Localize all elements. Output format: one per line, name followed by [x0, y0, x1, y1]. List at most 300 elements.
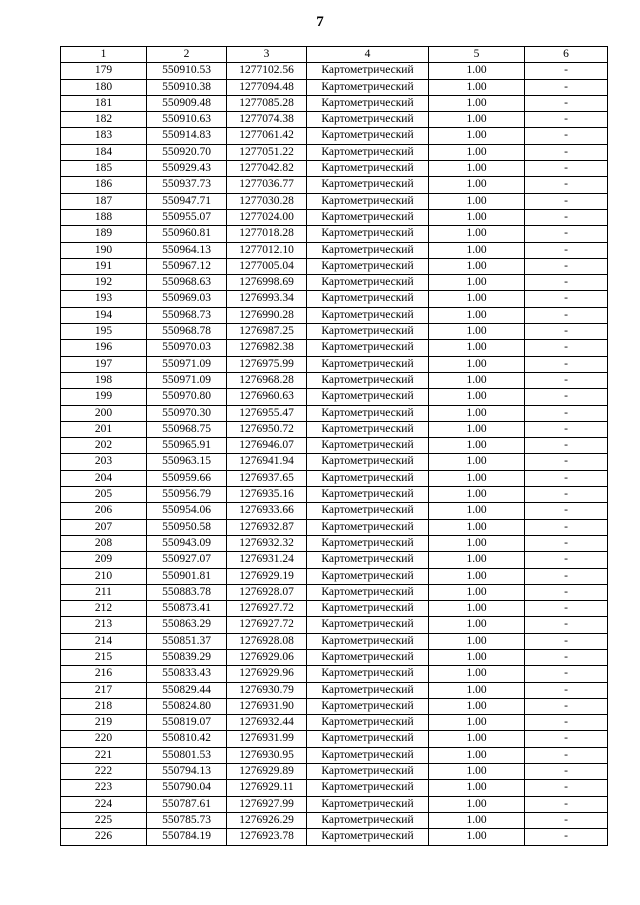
- note-cell: -: [525, 63, 608, 79]
- note-cell: -: [525, 568, 608, 584]
- y-coordinate-cell: 1277061.42: [227, 128, 307, 144]
- method-cell: Картометрический: [307, 291, 429, 307]
- note-cell: -: [525, 258, 608, 274]
- accuracy-cell: 1.00: [429, 666, 525, 682]
- note-cell: -: [525, 601, 608, 617]
- column-header-3: 3: [227, 47, 307, 63]
- note-cell: -: [525, 584, 608, 600]
- accuracy-cell: 1.00: [429, 780, 525, 796]
- y-coordinate-cell: 1276931.90: [227, 698, 307, 714]
- point-number-cell: 208: [61, 535, 147, 551]
- note-cell: -: [525, 731, 608, 747]
- x-coordinate-cell: 550960.81: [147, 226, 227, 242]
- note-cell: -: [525, 193, 608, 209]
- note-cell: -: [525, 128, 608, 144]
- method-cell: Картометрический: [307, 193, 429, 209]
- accuracy-cell: 1.00: [429, 747, 525, 763]
- y-coordinate-cell: 1276975.99: [227, 356, 307, 372]
- note-cell: -: [525, 519, 608, 535]
- method-cell: Картометрический: [307, 487, 429, 503]
- accuracy-cell: 1.00: [429, 698, 525, 714]
- accuracy-cell: 1.00: [429, 682, 525, 698]
- point-number-cell: 215: [61, 649, 147, 665]
- note-cell: -: [525, 372, 608, 388]
- point-number-cell: 179: [61, 63, 147, 79]
- x-coordinate-cell: 550971.09: [147, 356, 227, 372]
- accuracy-cell: 1.00: [429, 812, 525, 828]
- method-cell: Картометрический: [307, 405, 429, 421]
- y-coordinate-cell: 1276929.19: [227, 568, 307, 584]
- table-row: [61, 79, 608, 95]
- y-coordinate-cell: 1277018.28: [227, 226, 307, 242]
- method-cell: Картометрический: [307, 340, 429, 356]
- method-cell: Картометрический: [307, 324, 429, 340]
- y-coordinate-cell: 1276987.25: [227, 324, 307, 340]
- point-number-cell: 224: [61, 796, 147, 812]
- y-coordinate-cell: 1276950.72: [227, 421, 307, 437]
- table-row: [61, 209, 608, 225]
- accuracy-cell: 1.00: [429, 405, 525, 421]
- note-cell: -: [525, 356, 608, 372]
- note-cell: -: [525, 780, 608, 796]
- note-cell: -: [525, 812, 608, 828]
- x-coordinate-cell: 550964.13: [147, 242, 227, 258]
- note-cell: -: [525, 796, 608, 812]
- method-cell: Картометрический: [307, 731, 429, 747]
- y-coordinate-cell: 1277074.38: [227, 112, 307, 128]
- table-row: [61, 128, 608, 144]
- table-row: [61, 780, 608, 796]
- table-row: [61, 666, 608, 682]
- table-row: [61, 324, 608, 340]
- x-coordinate-cell: 550968.63: [147, 275, 227, 291]
- point-number-cell: 213: [61, 617, 147, 633]
- note-cell: -: [525, 438, 608, 454]
- table-row: [61, 487, 608, 503]
- x-coordinate-cell: 550839.29: [147, 649, 227, 665]
- accuracy-cell: 1.00: [429, 356, 525, 372]
- x-coordinate-cell: 550851.37: [147, 633, 227, 649]
- y-coordinate-cell: 1276960.63: [227, 389, 307, 405]
- method-cell: Картометрический: [307, 829, 429, 845]
- note-cell: -: [525, 535, 608, 551]
- x-coordinate-cell: 550910.53: [147, 63, 227, 79]
- x-coordinate-cell: 550954.06: [147, 503, 227, 519]
- method-cell: Картометрический: [307, 715, 429, 731]
- y-coordinate-cell: 1276929.11: [227, 780, 307, 796]
- table-row: [61, 812, 608, 828]
- table-row: [61, 731, 608, 747]
- method-cell: Картометрический: [307, 682, 429, 698]
- note-cell: -: [525, 470, 608, 486]
- point-number-cell: 216: [61, 666, 147, 682]
- y-coordinate-cell: 1277042.82: [227, 161, 307, 177]
- note-cell: -: [525, 209, 608, 225]
- point-number-cell: 183: [61, 128, 147, 144]
- method-cell: Картометрический: [307, 764, 429, 780]
- accuracy-cell: 1.00: [429, 421, 525, 437]
- point-number-cell: 192: [61, 275, 147, 291]
- y-coordinate-cell: 1276926.29: [227, 812, 307, 828]
- x-coordinate-cell: 550968.73: [147, 307, 227, 323]
- method-cell: Картометрический: [307, 454, 429, 470]
- method-cell: Картометрический: [307, 568, 429, 584]
- x-coordinate-cell: 550929.43: [147, 161, 227, 177]
- point-number-cell: 211: [61, 584, 147, 600]
- y-coordinate-cell: 1276990.28: [227, 307, 307, 323]
- note-cell: -: [525, 242, 608, 258]
- note-cell: -: [525, 389, 608, 405]
- point-number-cell: 202: [61, 438, 147, 454]
- table-row: [61, 470, 608, 486]
- method-cell: Картометрический: [307, 519, 429, 535]
- x-coordinate-cell: 550785.73: [147, 812, 227, 828]
- table-row: [61, 421, 608, 437]
- point-number-cell: 190: [61, 242, 147, 258]
- y-coordinate-cell: 1276931.24: [227, 552, 307, 568]
- x-coordinate-cell: 550947.71: [147, 193, 227, 209]
- method-cell: Картометрический: [307, 780, 429, 796]
- accuracy-cell: 1.00: [429, 324, 525, 340]
- accuracy-cell: 1.00: [429, 519, 525, 535]
- y-coordinate-cell: 1276982.38: [227, 340, 307, 356]
- method-cell: Картометрический: [307, 95, 429, 111]
- accuracy-cell: 1.00: [429, 764, 525, 780]
- method-cell: Картометрический: [307, 112, 429, 128]
- table-row: [61, 584, 608, 600]
- x-coordinate-cell: 550969.03: [147, 291, 227, 307]
- accuracy-cell: 1.00: [429, 601, 525, 617]
- table-row: [61, 112, 608, 128]
- table-row: [61, 617, 608, 633]
- y-coordinate-cell: 1276930.95: [227, 747, 307, 763]
- x-coordinate-cell: 550943.09: [147, 535, 227, 551]
- accuracy-cell: 1.00: [429, 568, 525, 584]
- y-coordinate-cell: 1276998.69: [227, 275, 307, 291]
- y-coordinate-cell: 1276932.32: [227, 535, 307, 551]
- method-cell: Картометрический: [307, 307, 429, 323]
- point-number-cell: 203: [61, 454, 147, 470]
- table-row: [61, 682, 608, 698]
- table-row: [61, 747, 608, 763]
- y-coordinate-cell: 1276993.34: [227, 291, 307, 307]
- x-coordinate-cell: 550963.15: [147, 454, 227, 470]
- table-body: [61, 63, 608, 845]
- table-row: [61, 291, 608, 307]
- point-number-cell: 225: [61, 812, 147, 828]
- point-number-cell: 200: [61, 405, 147, 421]
- point-number-cell: 209: [61, 552, 147, 568]
- method-cell: Картометрический: [307, 796, 429, 812]
- note-cell: -: [525, 112, 608, 128]
- point-number-cell: 204: [61, 470, 147, 486]
- note-cell: -: [525, 226, 608, 242]
- point-number-cell: 220: [61, 731, 147, 747]
- table-row: [61, 161, 608, 177]
- x-coordinate-cell: 550819.07: [147, 715, 227, 731]
- x-coordinate-cell: 550824.80: [147, 698, 227, 714]
- method-cell: Картометрический: [307, 747, 429, 763]
- table-row: [61, 307, 608, 323]
- accuracy-cell: 1.00: [429, 291, 525, 307]
- note-cell: -: [525, 633, 608, 649]
- accuracy-cell: 1.00: [429, 584, 525, 600]
- point-number-cell: 201: [61, 421, 147, 437]
- accuracy-cell: 1.00: [429, 63, 525, 79]
- x-coordinate-cell: 550971.09: [147, 372, 227, 388]
- note-cell: -: [525, 324, 608, 340]
- x-coordinate-cell: 550863.29: [147, 617, 227, 633]
- y-coordinate-cell: 1277085.28: [227, 95, 307, 111]
- y-coordinate-cell: 1277024.00: [227, 209, 307, 225]
- y-coordinate-cell: 1276928.07: [227, 584, 307, 600]
- accuracy-cell: 1.00: [429, 552, 525, 568]
- point-number-cell: 207: [61, 519, 147, 535]
- accuracy-cell: 1.00: [429, 128, 525, 144]
- point-number-cell: 193: [61, 291, 147, 307]
- accuracy-cell: 1.00: [429, 307, 525, 323]
- point-number-cell: 219: [61, 715, 147, 731]
- point-number-cell: 196: [61, 340, 147, 356]
- y-coordinate-cell: 1276941.94: [227, 454, 307, 470]
- table-row: [61, 405, 608, 421]
- table-row: [61, 356, 608, 372]
- note-cell: -: [525, 177, 608, 193]
- method-cell: Картометрический: [307, 552, 429, 568]
- method-cell: Картометрический: [307, 421, 429, 437]
- x-coordinate-cell: 550920.70: [147, 144, 227, 160]
- table-row: [61, 568, 608, 584]
- accuracy-cell: 1.00: [429, 144, 525, 160]
- x-coordinate-cell: 550790.04: [147, 780, 227, 796]
- point-number-cell: 223: [61, 780, 147, 796]
- accuracy-cell: 1.00: [429, 340, 525, 356]
- y-coordinate-cell: 1276968.28: [227, 372, 307, 388]
- note-cell: -: [525, 829, 608, 845]
- note-cell: -: [525, 454, 608, 470]
- method-cell: Картометрический: [307, 633, 429, 649]
- accuracy-cell: 1.00: [429, 275, 525, 291]
- accuracy-cell: 1.00: [429, 487, 525, 503]
- x-coordinate-cell: 550909.48: [147, 95, 227, 111]
- point-number-cell: 180: [61, 79, 147, 95]
- x-coordinate-cell: 550959.66: [147, 470, 227, 486]
- y-coordinate-cell: 1276955.47: [227, 405, 307, 421]
- accuracy-cell: 1.00: [429, 112, 525, 128]
- x-coordinate-cell: 550956.79: [147, 487, 227, 503]
- y-coordinate-cell: 1277036.77: [227, 177, 307, 193]
- method-cell: Картометрический: [307, 275, 429, 291]
- y-coordinate-cell: 1276935.16: [227, 487, 307, 503]
- accuracy-cell: 1.00: [429, 95, 525, 111]
- point-number-cell: 198: [61, 372, 147, 388]
- point-number-cell: 185: [61, 161, 147, 177]
- x-coordinate-cell: 550784.19: [147, 829, 227, 845]
- note-cell: -: [525, 161, 608, 177]
- x-coordinate-cell: 550833.43: [147, 666, 227, 682]
- note-cell: -: [525, 552, 608, 568]
- x-coordinate-cell: 550968.75: [147, 421, 227, 437]
- method-cell: Картометрический: [307, 372, 429, 388]
- y-coordinate-cell: 1277030.28: [227, 193, 307, 209]
- x-coordinate-cell: 550914.83: [147, 128, 227, 144]
- point-number-cell: 214: [61, 633, 147, 649]
- table-row: [61, 764, 608, 780]
- column-header-2: 2: [147, 47, 227, 63]
- point-number-cell: 210: [61, 568, 147, 584]
- x-coordinate-cell: 550910.63: [147, 112, 227, 128]
- accuracy-cell: 1.00: [429, 242, 525, 258]
- note-cell: -: [525, 487, 608, 503]
- x-coordinate-cell: 550910.38: [147, 79, 227, 95]
- accuracy-cell: 1.00: [429, 715, 525, 731]
- note-cell: -: [525, 747, 608, 763]
- note-cell: -: [525, 698, 608, 714]
- y-coordinate-cell: 1276923.78: [227, 829, 307, 845]
- point-number-cell: 188: [61, 209, 147, 225]
- note-cell: -: [525, 95, 608, 111]
- y-coordinate-cell: 1276937.65: [227, 470, 307, 486]
- y-coordinate-cell: 1277094.48: [227, 79, 307, 95]
- table-row: [61, 601, 608, 617]
- table-row: [61, 698, 608, 714]
- table-row: [61, 193, 608, 209]
- note-cell: -: [525, 307, 608, 323]
- point-number-cell: 217: [61, 682, 147, 698]
- x-coordinate-cell: 550950.58: [147, 519, 227, 535]
- note-cell: -: [525, 764, 608, 780]
- method-cell: Картометрический: [307, 161, 429, 177]
- accuracy-cell: 1.00: [429, 389, 525, 405]
- x-coordinate-cell: 550794.13: [147, 764, 227, 780]
- point-number-cell: 194: [61, 307, 147, 323]
- y-coordinate-cell: 1276928.08: [227, 633, 307, 649]
- method-cell: Картометрический: [307, 470, 429, 486]
- point-number-cell: 184: [61, 144, 147, 160]
- x-coordinate-cell: 550937.73: [147, 177, 227, 193]
- point-number-cell: 182: [61, 112, 147, 128]
- x-coordinate-cell: 550927.07: [147, 552, 227, 568]
- table-row: [61, 503, 608, 519]
- note-cell: -: [525, 79, 608, 95]
- point-number-cell: 205: [61, 487, 147, 503]
- accuracy-cell: 1.00: [429, 372, 525, 388]
- note-cell: -: [525, 715, 608, 731]
- accuracy-cell: 1.00: [429, 633, 525, 649]
- point-number-cell: 212: [61, 601, 147, 617]
- method-cell: Картометрический: [307, 666, 429, 682]
- y-coordinate-cell: 1276927.72: [227, 617, 307, 633]
- method-cell: Картометрический: [307, 258, 429, 274]
- accuracy-cell: 1.00: [429, 209, 525, 225]
- y-coordinate-cell: 1277102.56: [227, 63, 307, 79]
- column-header-6: 6: [525, 47, 608, 63]
- y-coordinate-cell: 1276930.79: [227, 682, 307, 698]
- y-coordinate-cell: 1276929.96: [227, 666, 307, 682]
- x-coordinate-cell: 550968.78: [147, 324, 227, 340]
- x-coordinate-cell: 550901.81: [147, 568, 227, 584]
- method-cell: Картометрический: [307, 63, 429, 79]
- note-cell: -: [525, 421, 608, 437]
- x-coordinate-cell: 550955.07: [147, 209, 227, 225]
- point-number-cell: 199: [61, 389, 147, 405]
- table-header-row: [61, 47, 608, 63]
- accuracy-cell: 1.00: [429, 161, 525, 177]
- column-header-5: 5: [429, 47, 525, 63]
- accuracy-cell: 1.00: [429, 470, 525, 486]
- table-row: [61, 438, 608, 454]
- y-coordinate-cell: 1276932.44: [227, 715, 307, 731]
- point-number-cell: 222: [61, 764, 147, 780]
- point-number-cell: 206: [61, 503, 147, 519]
- table-row: [61, 95, 608, 111]
- method-cell: Картометрический: [307, 79, 429, 95]
- accuracy-cell: 1.00: [429, 503, 525, 519]
- table-row: [61, 829, 608, 845]
- note-cell: -: [525, 275, 608, 291]
- table-row: [61, 633, 608, 649]
- method-cell: Картометрический: [307, 535, 429, 551]
- accuracy-cell: 1.00: [429, 731, 525, 747]
- method-cell: Картометрический: [307, 649, 429, 665]
- point-number-cell: 191: [61, 258, 147, 274]
- y-coordinate-cell: 1276929.06: [227, 649, 307, 665]
- accuracy-cell: 1.00: [429, 796, 525, 812]
- note-cell: -: [525, 405, 608, 421]
- x-coordinate-cell: 550970.80: [147, 389, 227, 405]
- method-cell: Картометрический: [307, 226, 429, 242]
- y-coordinate-cell: 1276946.07: [227, 438, 307, 454]
- note-cell: -: [525, 666, 608, 682]
- x-coordinate-cell: 550829.44: [147, 682, 227, 698]
- accuracy-cell: 1.00: [429, 829, 525, 845]
- page-number: 7: [316, 14, 324, 30]
- note-cell: -: [525, 682, 608, 698]
- y-coordinate-cell: 1276932.87: [227, 519, 307, 535]
- method-cell: Картометрический: [307, 617, 429, 633]
- x-coordinate-cell: 550965.91: [147, 438, 227, 454]
- point-number-cell: 181: [61, 95, 147, 111]
- accuracy-cell: 1.00: [429, 177, 525, 193]
- x-coordinate-cell: 550970.30: [147, 405, 227, 421]
- y-coordinate-cell: 1277005.04: [227, 258, 307, 274]
- point-number-cell: 218: [61, 698, 147, 714]
- table-row: [61, 454, 608, 470]
- accuracy-cell: 1.00: [429, 79, 525, 95]
- method-cell: Картометрический: [307, 177, 429, 193]
- coordinates-table: [60, 46, 608, 846]
- method-cell: Картометрический: [307, 128, 429, 144]
- x-coordinate-cell: 550810.42: [147, 731, 227, 747]
- table-row: [61, 340, 608, 356]
- note-cell: -: [525, 617, 608, 633]
- method-cell: Картометрический: [307, 356, 429, 372]
- point-number-cell: 189: [61, 226, 147, 242]
- point-number-cell: 226: [61, 829, 147, 845]
- method-cell: Картометрический: [307, 503, 429, 519]
- table-row: [61, 519, 608, 535]
- point-number-cell: 187: [61, 193, 147, 209]
- table-row: [61, 649, 608, 665]
- method-cell: Картометрический: [307, 584, 429, 600]
- y-coordinate-cell: 1277051.22: [227, 144, 307, 160]
- x-coordinate-cell: 550967.12: [147, 258, 227, 274]
- x-coordinate-cell: 550801.53: [147, 747, 227, 763]
- method-cell: Картометрический: [307, 209, 429, 225]
- table-row: [61, 177, 608, 193]
- table-row: [61, 242, 608, 258]
- table-row: [61, 389, 608, 405]
